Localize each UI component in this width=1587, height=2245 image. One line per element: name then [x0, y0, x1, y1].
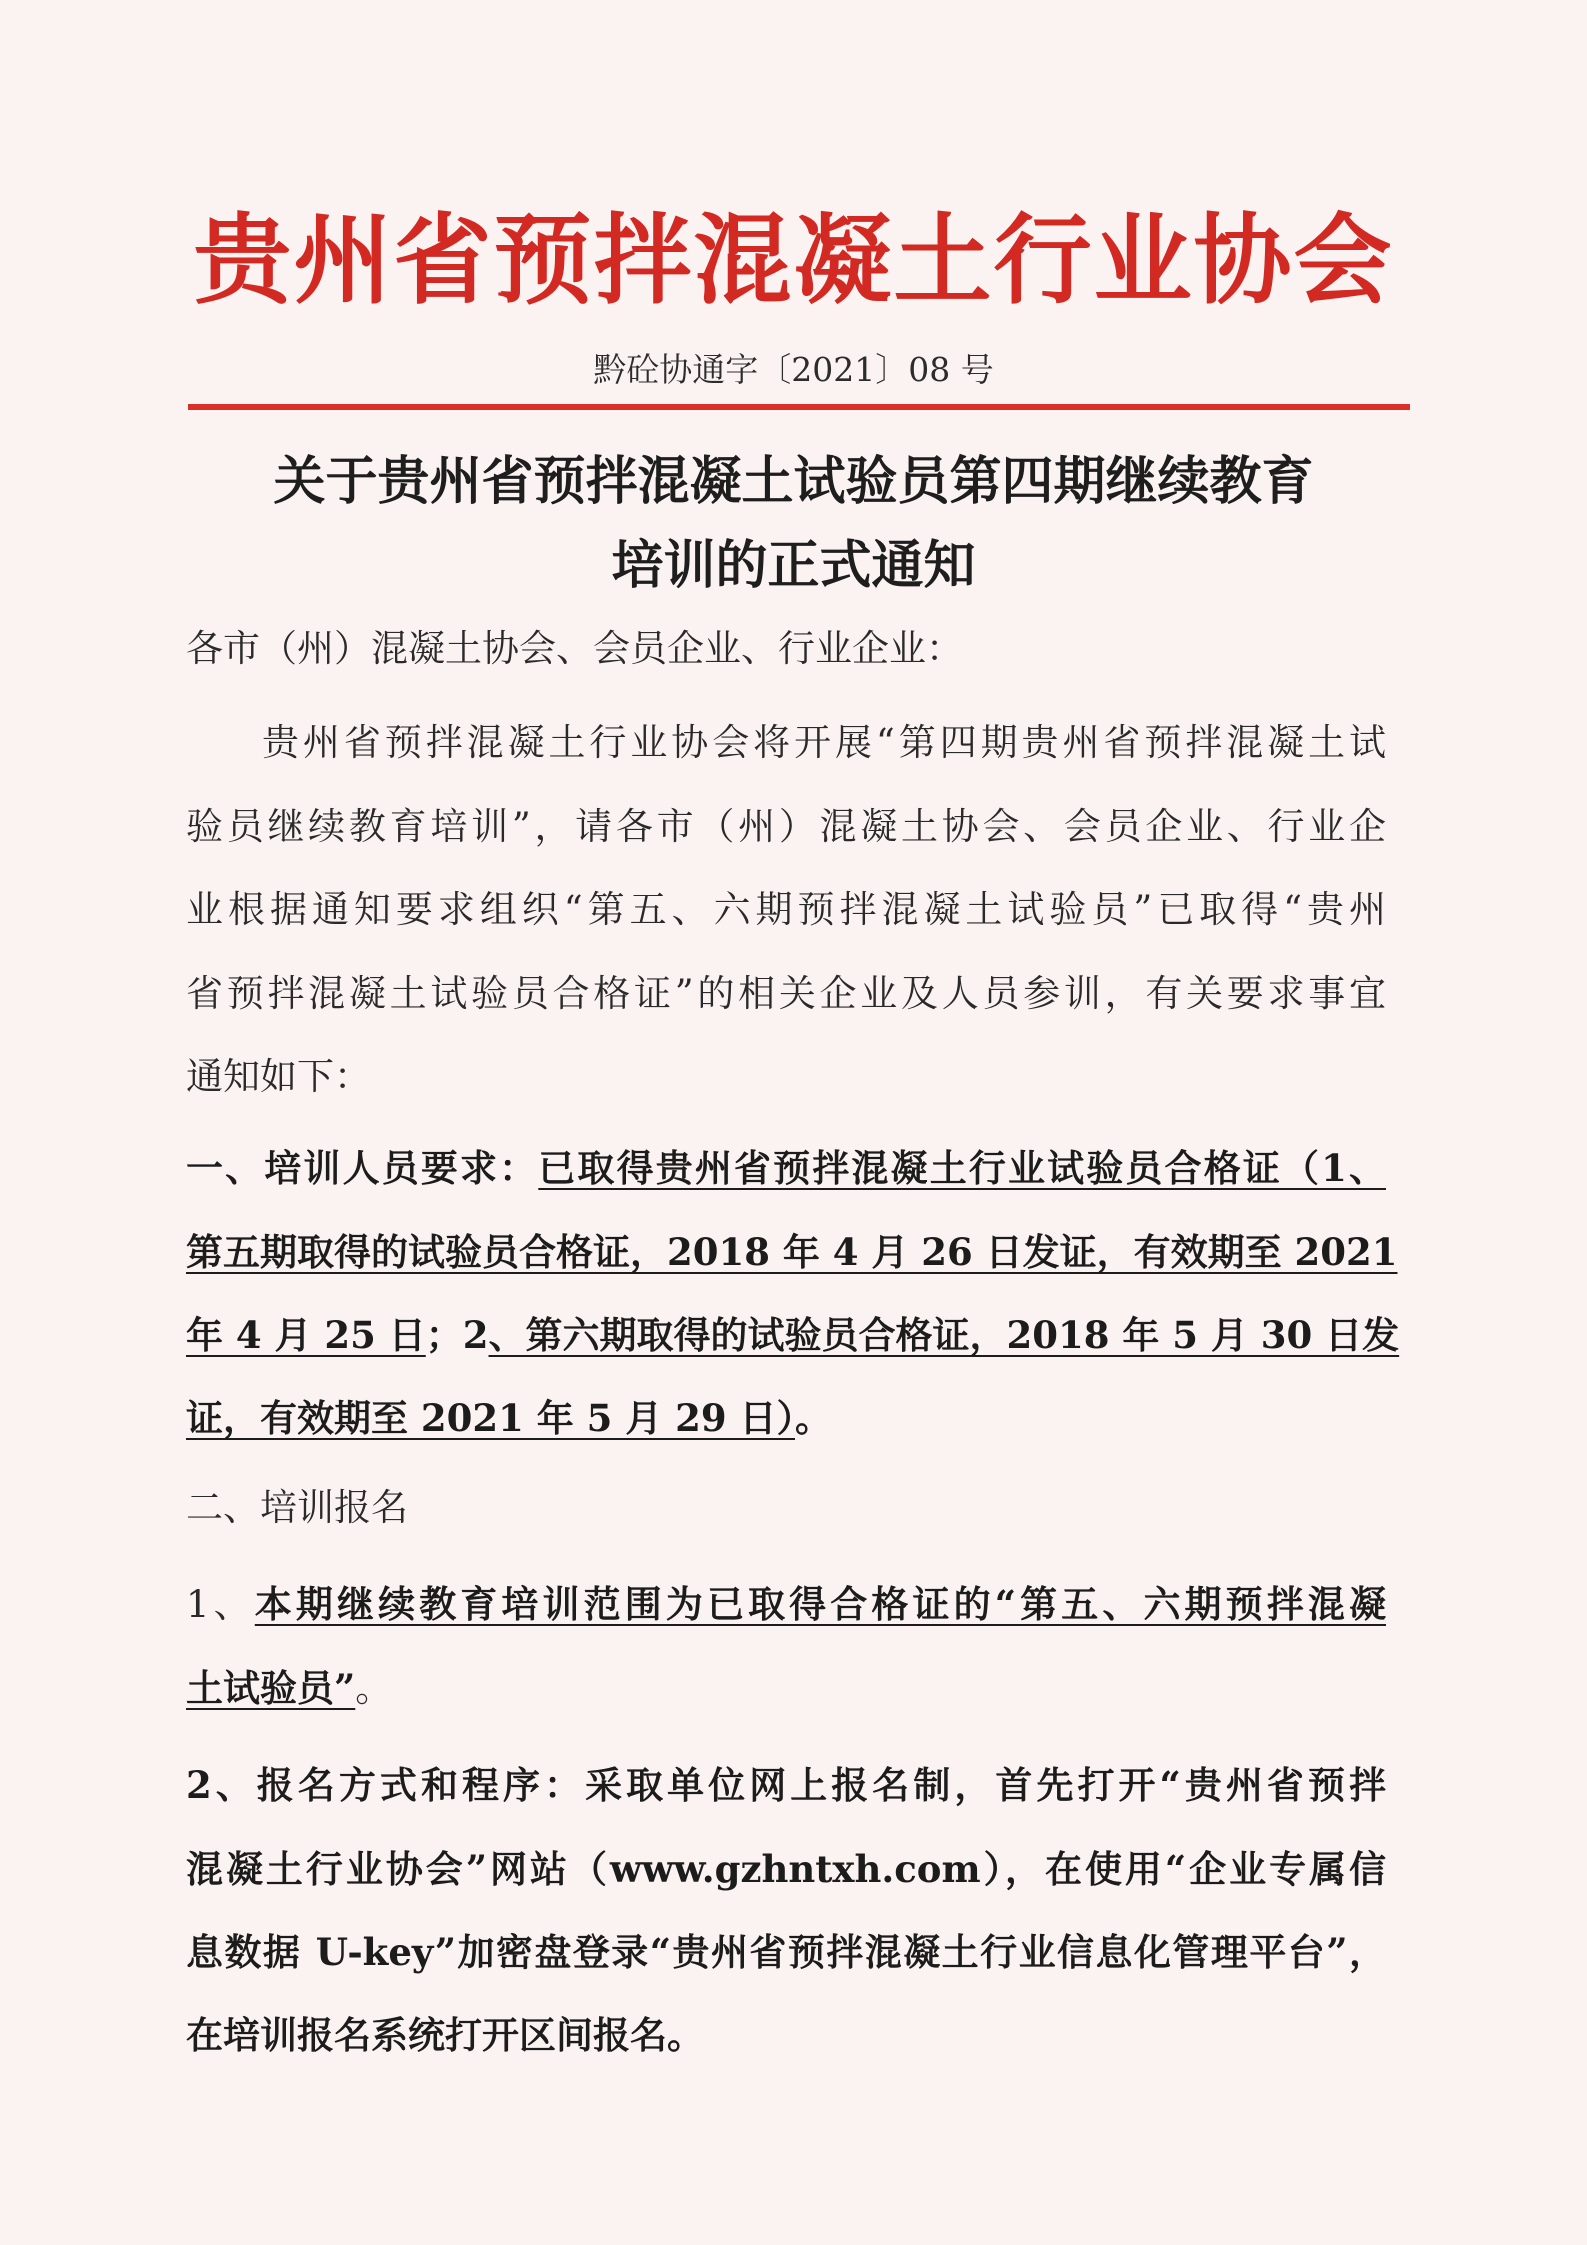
intro-line-3: 业根据通知要求组织“第五、六期预拌混凝土试验员”已取得“贵州 [186, 888, 1386, 931]
section2-item2-line-1: 2、报名方式和程序：采取单位网上报名制，首先打开“贵州省预拌 [186, 1763, 1386, 1807]
intro-line-2: 验员继续教育培训”，请各市（州）混凝土协会、会员企业、行业企 [186, 805, 1386, 848]
section1-line-3 [186, 1313, 1400, 1357]
notice-title-line-2: 培训的正式通知 [611, 536, 976, 596]
notice-title-line-1: 关于贵州省预拌混凝土试验员第四期继续教育 [273, 452, 1314, 512]
section1-phase5-expiry: 年 4 月 25 日 [186, 1313, 426, 1357]
section1-cert-phase5: 第五期取得的试验员合格证，2018 年 4 月 26 日发证，有效期至 2021 [186, 1230, 1398, 1274]
org-letterhead-title: 贵州省预拌混凝土行业协会 [193, 203, 1394, 318]
section2-item2-line-4: 在培训报名系统打开区间报名。 [186, 2013, 704, 2057]
notice-title [0, 440, 1587, 608]
section1-cert-phase6: 、第六期取得的试验员合格证，2018 年 5 月 30 日发 [488, 1313, 1400, 1357]
intro-line-1: 贵州省预拌混凝土行业协会将开展“第四期贵州省预拌混凝土试 [262, 721, 1386, 764]
section2-item1-line-1 [186, 1582, 1386, 1626]
section1-heading: 一、培训人员要求： [186, 1146, 539, 1190]
section1-requirement-text: 已取得贵州省预拌混凝土行业试验员合格证（1、 [538, 1146, 1386, 1190]
section2-item1-line-2 [186, 1666, 1386, 1710]
section2-item1-end-punct: 。 [355, 1667, 393, 1710]
document-number: 黔砼协通字〔2021〕08 号 [593, 350, 994, 389]
section2-heading: 二、培训报名 [186, 1486, 408, 1529]
section1-line-1 [186, 1146, 1386, 1190]
section1-line-2 [186, 1230, 1398, 1274]
intro-line-4: 省预拌混凝土试验员合格证”的相关企业及人员参训，有关要求事宜 [186, 972, 1386, 1015]
section2-item1-scope: 本期继续教育培训范围为已取得合格证的“第五、六期预拌混凝 [254, 1582, 1386, 1626]
section2-item2-line-3: 息数据 U-key”加密盘登录“贵州省预拌混凝土行业信息化管理平台”， [186, 1930, 1386, 1974]
section1-phase6-expiry: 证，有效期至 2021 年 5 月 29 日） [186, 1396, 795, 1440]
section2-item1-number: 1、 [186, 1583, 255, 1626]
section2-item1-scope-cont: 土试验员” [186, 1666, 356, 1710]
section1-separator: ；2 [425, 1313, 489, 1357]
section1-line-4 [186, 1396, 1386, 1440]
intro-line-5: 通知如下： [186, 1055, 371, 1098]
red-divider-line [188, 404, 1410, 410]
section1-end-punct: 。 [795, 1396, 832, 1440]
section2-item2-line-2: 混凝土行业协会”网站（www.gzhntxh.com），在使用“企业专属信 [186, 1847, 1386, 1891]
salutation: 各市（州）混凝土协会、会员企业、行业企业： [186, 627, 963, 670]
